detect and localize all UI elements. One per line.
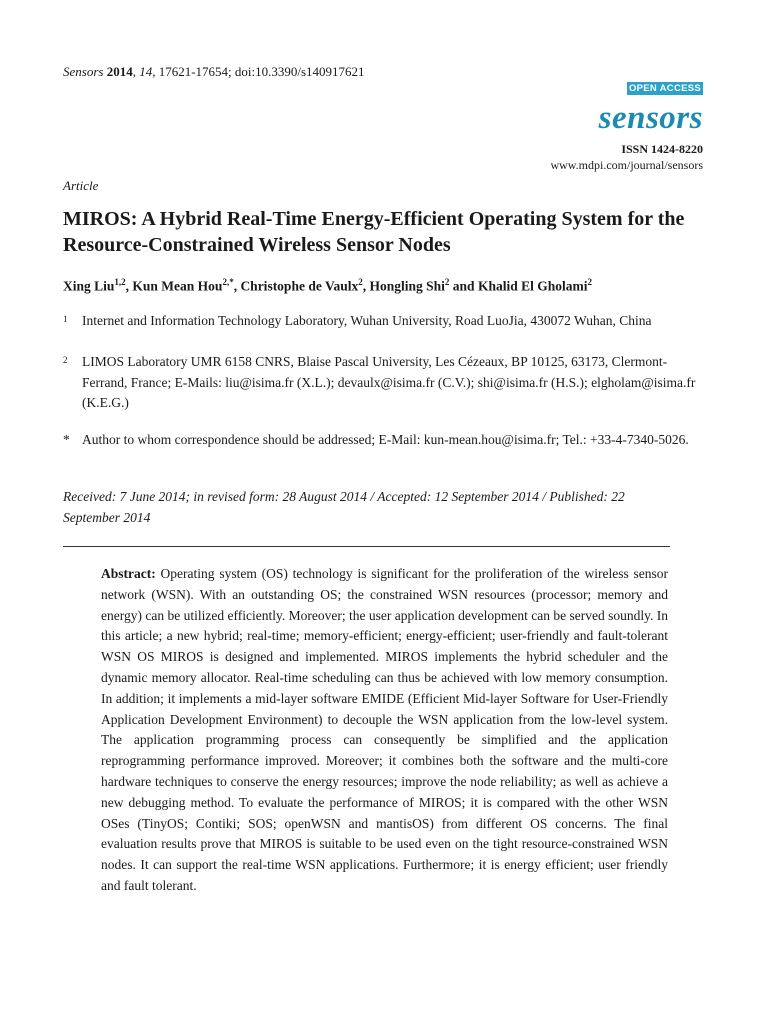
author-affil-mark: 2 (587, 277, 592, 287)
citation-line: Sensors 2014, 14, 17621-17654; doi:10.3390/s140917621 (63, 64, 365, 79)
abstract-label: Abstract: (101, 566, 156, 581)
open-access-badge: OPEN ACCESS (628, 83, 702, 94)
publication-dates: Received: 7 June 2014; in revised form: 28 August 2014 / Accepted: 12 September 2014 / Published: 22 September 2014 (63, 489, 625, 525)
journal-url[interactable]: www.mdpi.com/journal/sensors (550, 158, 703, 172)
citation-pages-doi: , 17621-17654; doi:10.3390/s140917621 (152, 64, 365, 79)
author-name: Xing Liu (63, 278, 115, 294)
affiliation-text: LIMOS Laboratory UMR 6158 CNRS, Blaise Pascal University, Les Cézeaux, BP 10125, 63173, Clermont-Ferrand, France; E-Mails: liu@isima.fr (X.L.); devaulx@isima.fr (C.V.); shi@isima.fr (H.S.); elgholam@isima.fr (K.E.G.) (82, 354, 696, 410)
journal-logo-text: sensors (598, 100, 703, 136)
author-name: Kun Mean Hou (132, 278, 223, 294)
article-type: Article (63, 178, 99, 193)
citation-year: 2014 (106, 64, 133, 79)
citation-journal: Sensors (63, 64, 104, 79)
author-affil-mark: 1,2 (114, 277, 126, 287)
citation-volume: 14 (139, 64, 153, 79)
issn: ISSN 1424-8220 (621, 142, 703, 156)
affiliation-text: Internet and Information Technology Laboratory, Wuhan University, Road LuoJia, 430072 Wuhan, China (82, 313, 652, 328)
abstract (101, 564, 668, 897)
author-list: Xing Liu$^{1,2}$, Kun Mean Hou$^{2,*}$, Christophe de Vaulx$^2$, Hongling Shi$^2$ and Khalid El Gholami$^2$ (63, 277, 592, 294)
affiliation-number: 2 (63, 355, 68, 365)
affiliation-number: 1 (63, 314, 68, 324)
author-affil-mark: 2,* (222, 277, 234, 287)
correspondence-mark: * (63, 432, 70, 447)
author-affil-mark: 2 (444, 277, 450, 287)
divider (63, 546, 670, 547)
author-affil-mark: 2 (358, 277, 363, 287)
paper-title: MIROS: A Hybrid Real-Time Energy-Efficient Operating System for the Resource-Constrained Wireless Sensor Nodes (63, 208, 685, 256)
correspondence-text: Author to whom correspondence should be addressed; E-Mail: kun-mean.hou@isima.fr; Tel.: +33-4-7340-5026. (82, 432, 689, 447)
author-name: Hongling Shi (369, 278, 445, 294)
author-name: Khalid El Gholami (477, 278, 588, 294)
abstract-text: Operating system (OS) technology is significant for the proliferation of the wireless sensor network (WSN). With an outstanding OS; the constrained WSN resources (processor; memory and energy) can be utilized efficiently. Moreover; the user application development can be served soundly. In this article; a new hybrid; real-time; memory-efficient; energy-efficient; user-friendly and fault-tolerant WSN OS MIROS is designed and implemented. MIROS implements the hybrid scheduler and the dynamic memory allocator. Real-time scheduling can thus be achieved with low memory consumption. In addition; it implements a mid-layer software EMIDE (Efficient Mid-layer Software for User-Friendly Application Development Environment) to decouple the WSN application from the low-level system. The application programming process can consequently be simplified and the application reprogramming performance improved. Moreover; it combines both the software and the multi-core hardware techniques to conserve the energy resources; improve the node reliability; as well as achieve a new debugging method. To evaluate the performance of MIROS; it is compared with the other WSN OSes (TinyOS; Contiki; SOS; openWSN and mantisOS) from different OS concerns. The final evaluation results prove that MIROS is suitable to be used even on the tight resource-constrained WSN nodes. It can support the real-time WSN applications. Furthermore; it is energy efficient; user friendly and fault tolerant. (101, 566, 669, 893)
author-name: Christophe de Vaulx (240, 278, 359, 294)
